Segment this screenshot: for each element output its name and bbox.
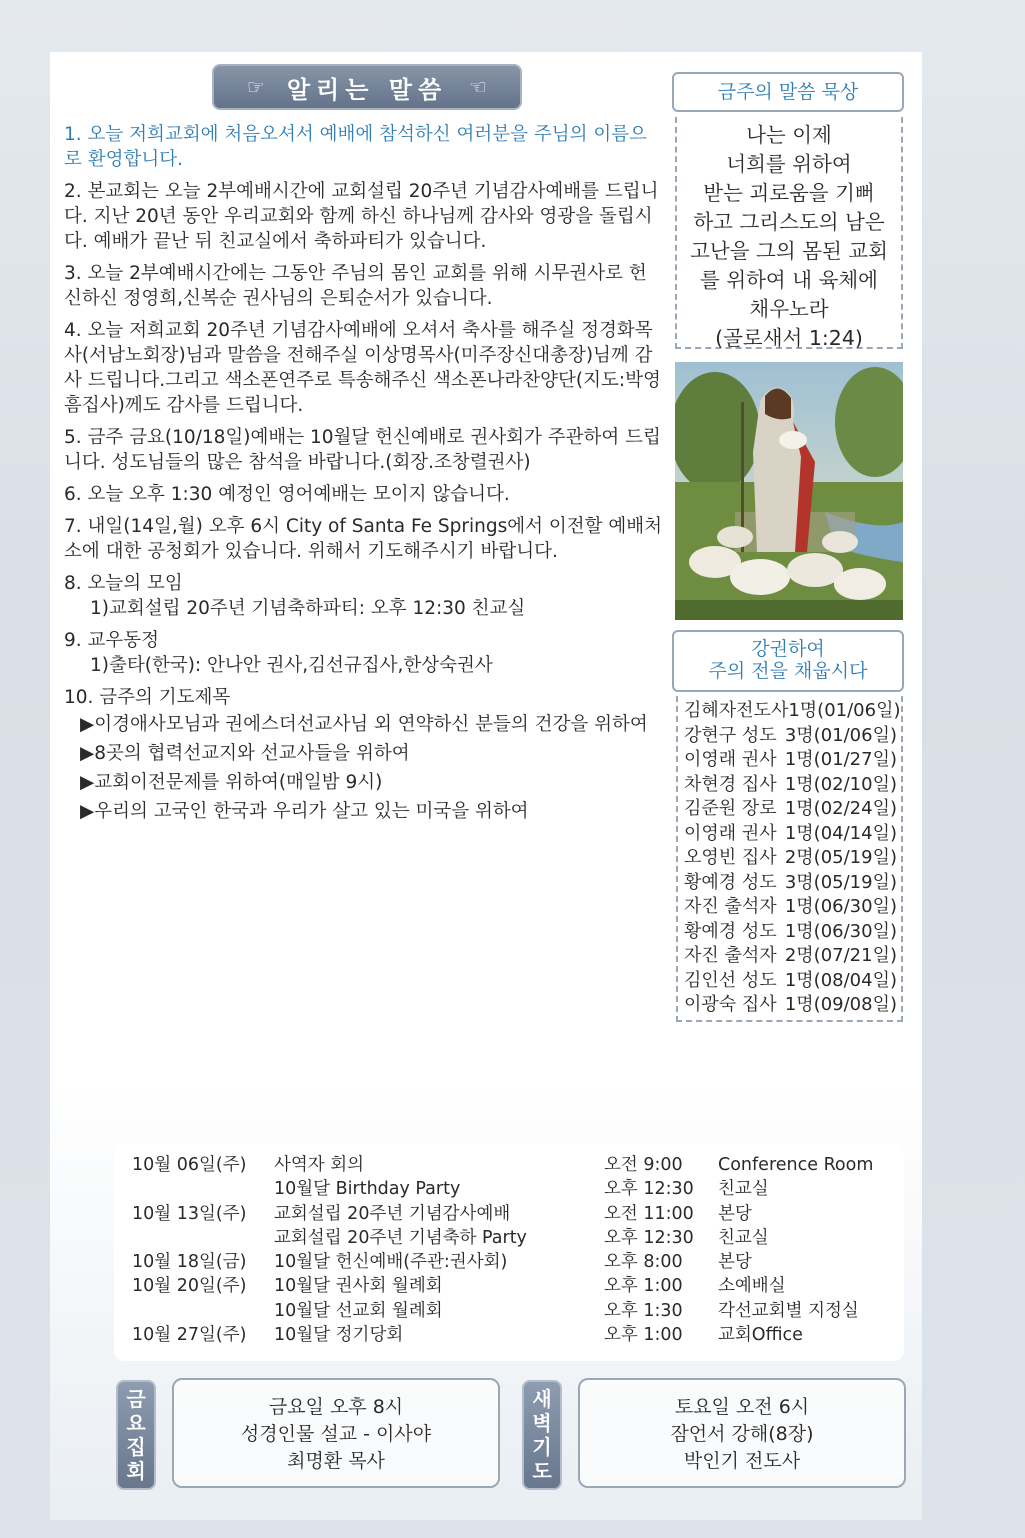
- offering-count: 1명(09/08일): [784, 994, 897, 1015]
- schedule-event: 사역자 회의: [274, 1155, 365, 1175]
- offering-count: 2명(05/19일): [784, 847, 897, 868]
- announcement-item: 5. 금주 금요(10/18일)예배는 10월달 헌신예배로 권사회가 주관하여 드립니다. 성도님들의 많은 참석을 바랍니다.(회장.조창렬권사): [64, 427, 661, 473]
- schedule-date: 10월 13일(주): [132, 1203, 247, 1224]
- offering-count: 3명(01/06일): [784, 724, 897, 746]
- offering-row: [684, 773, 897, 798]
- offering-count: 1명(04/14일): [784, 822, 897, 844]
- prayer-item: ▶이경애사모님과 권에스더선교사님 외 연약하신 분들의 건강을 위하여: [80, 714, 648, 735]
- offering-count: 1명(02/10일): [784, 773, 897, 795]
- schedule-event: 교회설립 20주년 기념감사예배: [274, 1203, 511, 1224]
- offering-name: 김인선 성도: [684, 969, 777, 991]
- schedule-event: 10월달 선교회 월례회: [274, 1300, 443, 1321]
- offering-row: [684, 748, 897, 773]
- pointing-hand-right-icon: ☜: [469, 75, 488, 99]
- offering-row: [684, 699, 901, 724]
- announcements-body: [64, 122, 664, 828]
- tag-char: 집: [126, 1435, 146, 1459]
- dawn-line: 잠언서 강해(8장): [670, 1423, 814, 1445]
- schedule-event: 10월달 정기당회: [274, 1325, 404, 1346]
- offering-row: [684, 822, 897, 847]
- schedule-date: 10월 20일(주): [132, 1276, 247, 1297]
- announcement-item: 10. 금주의 기도제목: [64, 687, 231, 708]
- meditation-verse: [675, 117, 903, 349]
- tag-char: 금: [126, 1387, 146, 1411]
- announcements-header: [212, 64, 522, 110]
- offering-count: 1명(02/24일): [784, 798, 897, 819]
- offering-name: 김혜자전도사: [684, 700, 789, 721]
- verse-line: 고난을 그의 몸된 교회: [690, 239, 888, 263]
- shepherd-painting-image: [675, 362, 903, 620]
- schedule-row: [114, 1323, 904, 1347]
- friday-line: 최명환 목사: [287, 1450, 385, 1472]
- announcement-item: 8. 오늘의 모임: [64, 573, 183, 594]
- schedule-event: 10월달 Birthday Party: [274, 1179, 461, 1200]
- offering-name: 강현구 성도: [684, 724, 777, 746]
- announcement-item: 9. 교우동정: [64, 630, 160, 651]
- schedule-place: 본당: [718, 1252, 752, 1273]
- schedule-event: 10월달 헌신예배(주관:권사회): [274, 1252, 508, 1273]
- schedule-place: 소예배실: [718, 1276, 786, 1297]
- offering-name: 황예경 성도: [684, 920, 777, 942]
- offering-row: [684, 846, 897, 871]
- schedule-time: 오전 11:00: [604, 1203, 694, 1224]
- friday-line: 성경인물 설교 - 이사야: [240, 1423, 432, 1445]
- offering-row: [684, 895, 897, 920]
- meditation-heading-text: 금주의 말씀 묵상: [717, 81, 859, 103]
- offering-count: 1명(08/04일): [784, 969, 897, 991]
- tag-char: 새: [532, 1387, 552, 1411]
- schedule-row: [114, 1153, 904, 1177]
- schedule-table: [114, 1143, 904, 1361]
- verse-line: 하고 그리스도의 남은: [693, 210, 885, 234]
- offering-heading: [672, 630, 904, 692]
- tag-char: 기: [532, 1435, 552, 1459]
- shepherd-painting: [675, 362, 903, 620]
- offering-count: 1명(06/30일): [784, 920, 897, 942]
- offering-count: 1명(01/06일): [788, 700, 901, 721]
- announcement-subitem: 1)교회설립 20주년 기념축하파티: 오후 12:30 친교실: [90, 598, 526, 619]
- meditation-heading: [672, 72, 904, 112]
- announcement-subitem: 1)출타(한국): 안나안 권사,김선규집사,한상숙권사: [90, 655, 493, 676]
- schedule-place: Conference Room: [718, 1155, 874, 1175]
- verse-line: 받는 괴로움을 기뻐: [703, 181, 875, 205]
- offering-count: 1명(01/27일): [784, 749, 897, 770]
- offering-count: 2명(07/21일): [784, 945, 897, 966]
- offering-heading-line1: 강권하여: [751, 638, 825, 660]
- verse-reference: (골로새서 1:24): [715, 326, 863, 350]
- offering-heading-line2: 주의 전을 채웁시다: [708, 660, 868, 682]
- announcement-item: 1. 오늘 저희교회에 처음오셔서 예배에 참석하신 여러분을 주님의 이름으로 환영합니다.: [64, 124, 647, 170]
- schedule-row: [114, 1250, 904, 1274]
- schedule-place: 친교실: [718, 1227, 769, 1248]
- friday-meeting-tag: [116, 1380, 156, 1490]
- tag-char: 요: [126, 1411, 146, 1435]
- tag-char: 벽: [532, 1411, 552, 1435]
- schedule-place: 교회Office: [718, 1325, 803, 1346]
- schedule-time: 오후 8:00: [604, 1252, 683, 1273]
- offering-row: [684, 993, 897, 1018]
- offering-name: 오영빈 집사: [684, 847, 777, 868]
- schedule-place: 각선교회별 지정실: [718, 1300, 859, 1321]
- schedule-time: 오후 12:30: [604, 1179, 694, 1200]
- announcements-title: 알리는 말씀: [286, 75, 448, 104]
- verse-line: 채우노라: [749, 297, 829, 321]
- dawn-line: 박인기 전도사: [683, 1450, 801, 1472]
- offering-row: [684, 871, 897, 896]
- offering-row: [684, 724, 897, 749]
- offering-row: [684, 969, 897, 994]
- schedule-event: 10월달 권사회 월례회: [274, 1276, 443, 1297]
- dawn-line: 토요일 오전 6시: [674, 1396, 810, 1418]
- announcement-item: 7. 내일(14일,월) 오후 6시 City of Santa Fe Springs에서 이전할 예배처소에 대한 공청회가 있습니다. 위해서 기도해주시기 바랍니다.: [64, 516, 662, 562]
- schedule-row: [114, 1226, 904, 1250]
- schedule-event: 교회설립 20주년 기념축하 Party: [274, 1227, 527, 1248]
- dawn-prayer-box: [578, 1378, 906, 1488]
- schedule-row: [114, 1177, 904, 1201]
- schedule-date: 10월 18일(금): [132, 1252, 247, 1273]
- offering-row: [684, 920, 897, 945]
- offering-name: 자진 출석자: [684, 896, 777, 917]
- tag-char: 회: [126, 1459, 146, 1483]
- schedule-row: [114, 1299, 904, 1323]
- schedule-time: 오후 1:30: [604, 1300, 683, 1321]
- schedule-row: [114, 1202, 904, 1226]
- announcement-item: 2. 본교회는 오늘 2부예배시간에 교회설립 20주년 기념감사예배를 드립니다. 지난 20년 동안 우리교회와 함께 하신 하나님께 감사와 영광을 돌립시다. 예배가 끝난 뒤 친교실에서 축하파티가 있습니다.: [64, 181, 659, 252]
- schedule-date: 10월 27일(주): [132, 1325, 247, 1346]
- offering-count: 3명(05/19일): [784, 871, 897, 893]
- offering-name: 이영래 권사: [684, 822, 777, 844]
- announcement-item: 6. 오늘 오후 1:30 예정인 영어예배는 모이지 않습니다.: [64, 484, 510, 505]
- tag-char: 도: [532, 1459, 552, 1483]
- schedule-time: 오후 1:00: [604, 1276, 683, 1297]
- dawn-prayer-tag: [522, 1380, 562, 1490]
- offering-name: 자진 출석자: [684, 945, 777, 966]
- offering-row: [684, 944, 897, 969]
- schedule-place: 본당: [718, 1203, 752, 1224]
- prayer-item: ▶우리의 고국인 한국과 우리가 살고 있는 미국을 위하여: [80, 801, 529, 822]
- offering-name: 차현경 집사: [684, 773, 777, 795]
- schedule-time: 오전 9:00: [604, 1155, 683, 1175]
- offering-count: 1명(06/30일): [784, 896, 897, 917]
- prayer-item: ▶교회이전문제를 위하여(매일밤 9시): [80, 772, 383, 793]
- pointing-hand-left-icon: ☞: [246, 75, 265, 99]
- verse-line: 너희를 위하여: [726, 152, 852, 176]
- offering-list: [676, 696, 903, 1022]
- schedule-time: 오후 1:00: [604, 1325, 683, 1346]
- offering-name: 김준원 장로: [684, 798, 777, 819]
- offering-name: 황예경 성도: [684, 871, 777, 893]
- announcement-item: 3. 오늘 2부예배시간에는 그동안 주님의 몸인 교회를 위해 시무권사로 헌신하신 정영희,신복순 권사님의 은퇴순서가 있습니다.: [64, 263, 647, 309]
- offering-name: 이영래 권사: [684, 749, 777, 770]
- verse-line: 를 위하여 내 육체에: [700, 268, 878, 292]
- friday-line: 금요일 오후 8시: [268, 1396, 404, 1418]
- announcement-item: 4. 오늘 저희교회 20주년 기념감사예배에 오셔서 축사를 해주실 정경화목사(서남노회장)님과 말씀을 전해주실 이상명목사(미주장신대총장)님께 감사 드립니다.그리고 색소폰연주로 특송해주신 색소폰나라찬양단(지도:박영흠집사)께도 감사를 드립니다.: [64, 320, 661, 416]
- schedule-row: [114, 1274, 904, 1298]
- verse-line: 나는 이제: [746, 123, 832, 147]
- offering-row: [684, 797, 897, 822]
- schedule-time: 오후 12:30: [604, 1227, 694, 1248]
- schedule-date: 10월 06일(주): [132, 1155, 247, 1175]
- friday-meeting-box: [172, 1378, 500, 1488]
- offering-name: 이광숙 집사: [684, 994, 777, 1015]
- prayer-item: ▶8곳의 협력선교지와 선교사들을 위하여: [80, 743, 410, 764]
- schedule-place: 친교실: [718, 1179, 769, 1200]
